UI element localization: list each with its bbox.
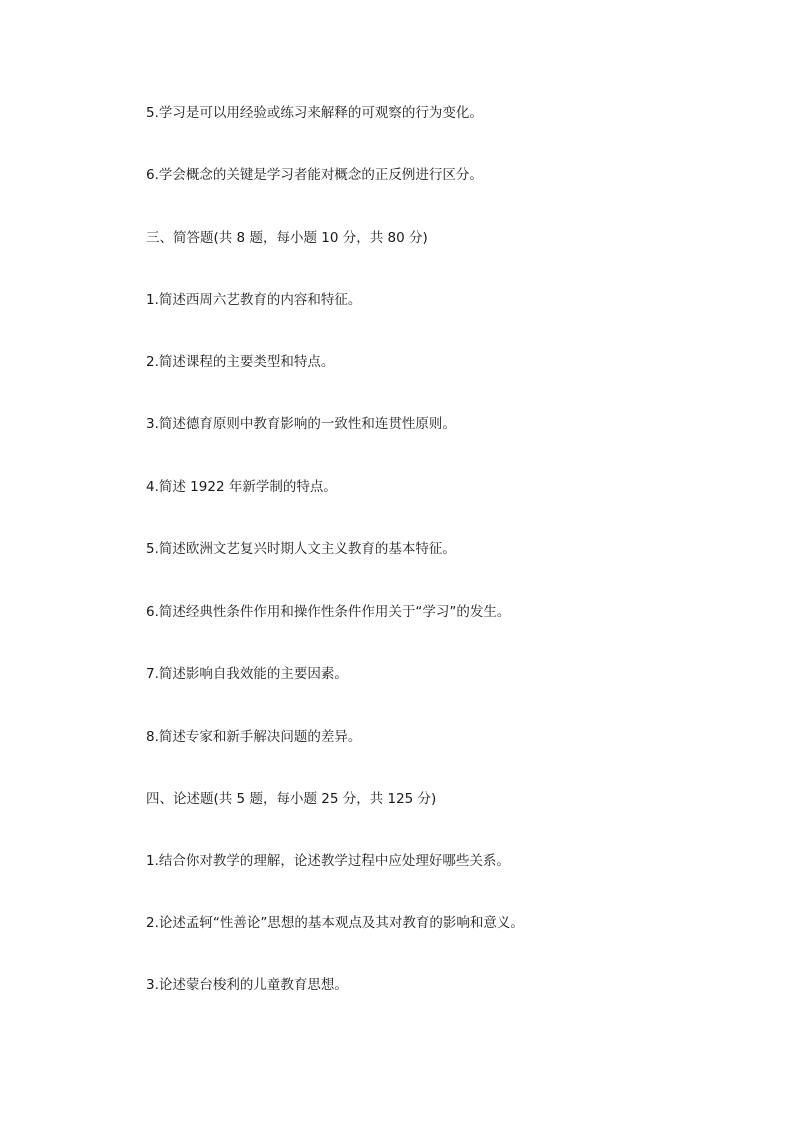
judgment-item-5: 5.学习是可以用经验或练习来解释的可观察的行为变化。 (146, 105, 483, 121)
essay-item-2: 2.论述孟轲“性善论”思想的基本观点及其对教育的影响和意义。 (146, 915, 524, 931)
short-answer-item-1: 1.简述西周六艺教育的内容和特征。 (146, 292, 362, 308)
short-answer-item-7: 7.简述影响自我效能的主要因素。 (146, 666, 348, 682)
short-answer-item-8: 8.简述专家和新手解决问题的差异。 (146, 729, 362, 745)
judgment-item-6: 6.学会概念的关键是学习者能对概念的正反例进行区分。 (146, 167, 483, 183)
short-answer-item-2: 2.简述课程的主要类型和特点。 (146, 354, 335, 370)
section-heading-short-answer: 三、简答题(共 8 题，每小题 10 分，共 80 分) (146, 230, 428, 246)
short-answer-item-3: 3.简述德育原则中教育影响的一致性和连贯性原则。 (146, 416, 456, 432)
essay-item-1: 1.结合你对教学的理解，论述教学过程中应处理好哪些关系。 (146, 853, 510, 869)
section-heading-essay: 四、论述题(共 5 题，每小题 25 分，共 125 分) (146, 791, 437, 807)
short-answer-item-6: 6.简述经典性条件作用和操作性条件作用关于“学习”的发生。 (146, 604, 511, 620)
short-answer-item-4: 4.简述 1922 年新学制的特点。 (146, 479, 337, 495)
short-answer-item-5: 5.简述欧洲文艺复兴时期人文主义教育的基本特征。 (146, 541, 456, 557)
essay-item-3: 3.论述蒙台梭利的儿童教育思想。 (146, 977, 348, 993)
